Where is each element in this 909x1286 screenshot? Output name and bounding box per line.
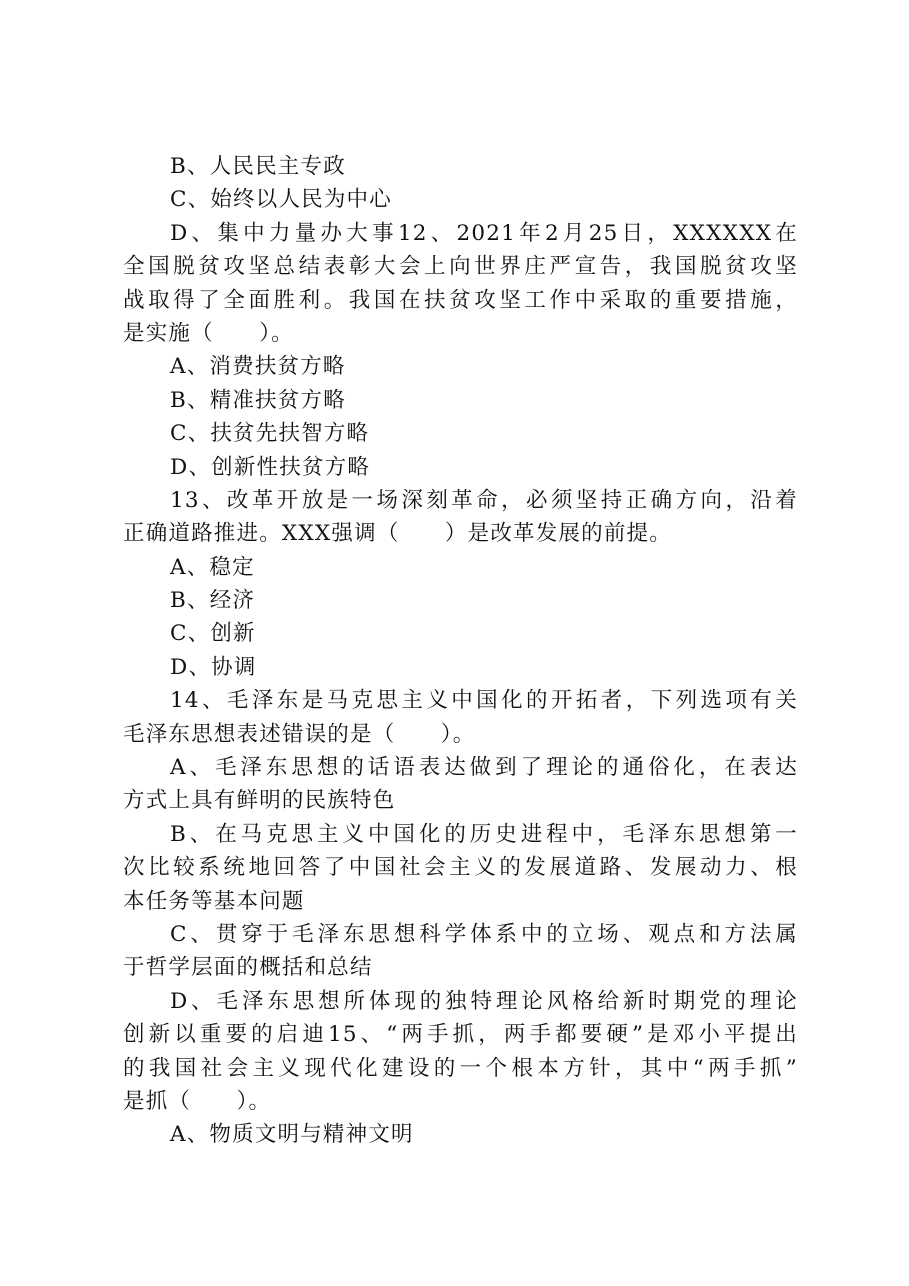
q12-option-d: D、创新性扶贫方略 <box>170 454 371 480</box>
question-15-line-2: 的我国社会主义现代化建设的一个根本方针，其中“两手抓” <box>123 1055 798 1081</box>
q14-option-a-line-1: A、毛泽东思想的话语表达做到了理论的通俗化，在表达 <box>170 755 798 781</box>
document-page <box>123 150 798 1152</box>
question-15-line-3: 是抓（ ）。 <box>123 1088 272 1114</box>
q12-option-c: C、扶贫先扶智方略 <box>170 421 370 447</box>
option-d-question-12-start: D、集中力量办大事12、2021年2月25日，XXXXXX在 <box>170 220 798 246</box>
question-13-line-2: 正确道路推进。XXX强调（ ）是改革发展的前提。 <box>123 521 672 547</box>
question-14-line-1: 14、毛泽东是马克思主义中国化的开拓者，下列选项有关 <box>170 688 798 714</box>
q14-option-b-line-3: 本任务等基本问题 <box>123 888 305 914</box>
question-12-line-3: 战取得了全面胜利。我国在扶贫攻坚工作中采取的重要措施， <box>123 287 798 313</box>
q14-option-c-line-2: 于哲学层面的概括和总结 <box>123 955 373 981</box>
q14-option-b-line-1: B、在马克思主义中国化的历史进程中，毛泽东思想第一 <box>170 821 798 847</box>
q13-option-a: A、稳定 <box>170 554 255 580</box>
q13-option-b: B、经济 <box>170 588 256 614</box>
question-14-line-2: 毛泽东思想表述错误的是（ ）。 <box>123 721 476 747</box>
q15-option-a: A、物质文明与精神文明 <box>170 1122 414 1148</box>
q14-option-d-line-1: D、毛泽东思想所体现的独特理论风格给新时期党的理论 <box>170 988 798 1014</box>
q14-option-b-line-2: 次比较系统地回答了中国社会主义的发展道路、发展动力、根 <box>123 855 798 881</box>
question-13-line-1: 13、改革开放是一场深刻革命，必须坚持正确方向，沿着 <box>170 487 798 513</box>
q14-option-c-line-1: C、贯穿于毛泽东思想科学体系中的立场、观点和方法属 <box>170 921 798 947</box>
option-c-line: C、始终以人民为中心 <box>170 187 392 213</box>
question-12-line-4: 是实施（ ）。 <box>123 320 294 346</box>
q13-option-c: C、创新 <box>170 621 256 647</box>
q13-option-d: D、协调 <box>170 654 257 680</box>
q14-option-d-question-15-line: 创新以重要的启迪15、“两手抓，两手都要硬”是邓小平提出 <box>123 1022 798 1048</box>
question-12-line-2: 全国脱贫攻坚总结表彰大会上向世界庄严宣告，我国脱贫攻坚 <box>123 254 798 280</box>
q12-option-b: B、精准扶贫方略 <box>170 387 346 413</box>
q12-option-a: A、消费扶贫方略 <box>170 354 346 380</box>
option-b-line: B、人民民主专政 <box>170 154 346 179</box>
q14-option-a-line-2: 方式上具有鲜明的民族特色 <box>123 788 396 814</box>
